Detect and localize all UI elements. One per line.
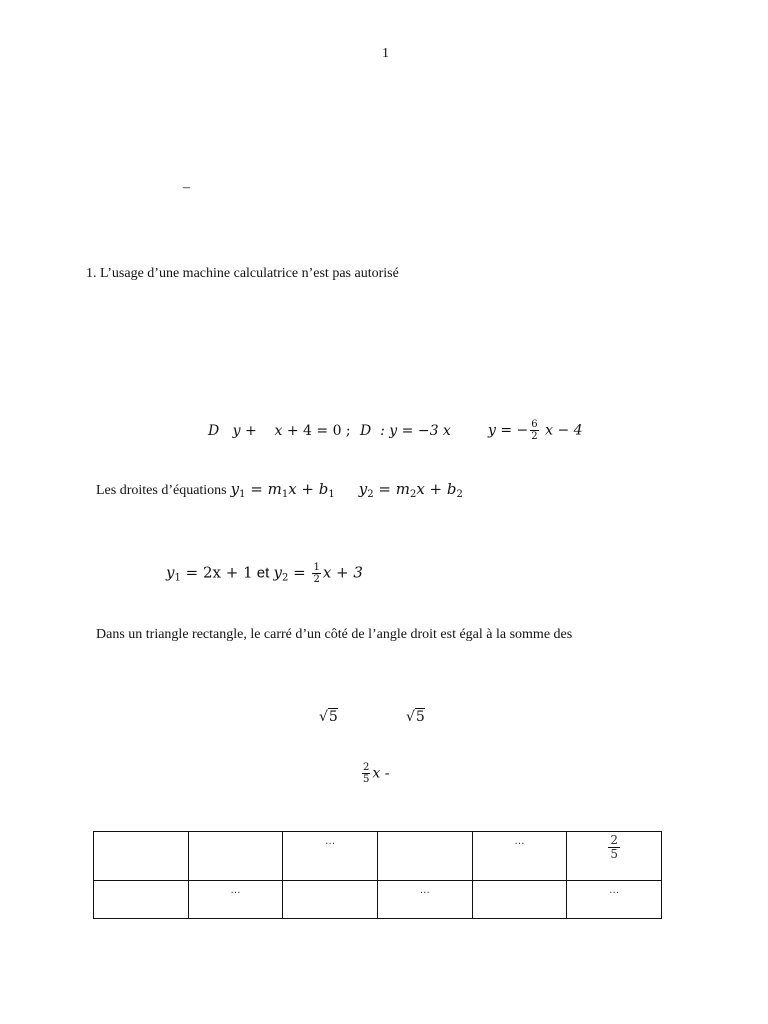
fx-den: 5 [363, 774, 370, 785]
d1-lhs-b: x [274, 423, 283, 439]
table-cell[interactable] [377, 832, 472, 881]
y2-var: y [358, 480, 368, 498]
table-cell-fraction[interactable] [567, 832, 662, 881]
ex-eq2-pre: = [288, 563, 311, 582]
sqrt1-radicand: 5 [328, 709, 338, 725]
cell-frac-num: 2 [610, 833, 618, 847]
table-cell[interactable]: … [472, 832, 567, 881]
table-cell[interactable] [94, 832, 189, 881]
page-number: 1 [382, 46, 389, 61]
sqrt2-radicand: 5 [415, 709, 425, 725]
fx-rest: x - [372, 765, 390, 782]
equation-d3 [488, 419, 583, 442]
ex-eq1: = 2x + 1 [180, 563, 253, 582]
table-cell[interactable]: … [188, 881, 283, 919]
ex-et: et [252, 564, 274, 582]
d3-frac-den: 2 [531, 431, 538, 442]
d3-rest: x − 4 [545, 422, 583, 439]
ex-y1: y [166, 563, 175, 582]
instruction-line: 1. L’usage d’une machine calculatrice n’est pas autorisé [86, 266, 399, 281]
table-row-1 [94, 832, 662, 881]
d1-rest: + 4 = 0 ; [286, 423, 351, 439]
table-cell[interactable]: … [377, 881, 472, 919]
ex-y2-sub: 2 [281, 572, 289, 584]
d2-rest: : y = −3 x [380, 423, 451, 439]
d3-fraction [530, 419, 538, 442]
b1-sub: 1 [328, 489, 335, 500]
ex-y2: y [273, 563, 282, 582]
table-cell[interactable] [188, 832, 283, 881]
example-equations [166, 562, 363, 585]
d2-label: D [360, 423, 372, 439]
table-row-2 [94, 881, 662, 919]
ex-fraction [312, 562, 320, 585]
y1-sub: 1 [239, 489, 246, 500]
droite-eq2 [359, 480, 463, 498]
table-cell[interactable] [472, 881, 567, 919]
table-cell[interactable] [94, 881, 189, 919]
b2-sub: 2 [456, 489, 463, 500]
fraction-x-expression [360, 762, 389, 785]
cell-fraction [608, 834, 620, 861]
fx-num: 2 [363, 762, 370, 773]
y1-var: y [230, 480, 240, 498]
m2-sub: 2 [409, 489, 417, 500]
sqrt-5-left [319, 709, 338, 725]
droite-eq1 [231, 480, 335, 498]
d3-lhs: y = − [488, 422, 529, 439]
equation-d2 [360, 423, 451, 439]
values-table [93, 831, 662, 919]
m1-sub: 1 [281, 489, 289, 500]
equation-d1 [208, 423, 351, 439]
d1-lhs-a: y + [232, 423, 257, 439]
table-cell[interactable] [283, 881, 378, 919]
ex-frac-num: 1 [313, 562, 320, 573]
sqrt-symbol-left: √5 [319, 709, 338, 725]
table-cell[interactable]: … [283, 832, 378, 881]
sqrt-5-right [406, 709, 425, 725]
eq1-mid: = m [245, 480, 282, 498]
cell-frac-den: 5 [610, 847, 618, 861]
eq1-x: x + b [288, 480, 329, 498]
droites-line [96, 480, 463, 500]
droites-text: Les droites d’équations [96, 483, 227, 498]
ex-y1-sub: 1 [174, 572, 181, 584]
pythagore-sentence: Dans un triangle rectangle, le carré d’un côté de l’angle droit est égal à la somme des [96, 627, 573, 642]
d3-frac-num: 6 [531, 419, 538, 430]
eq2-mid: = m [373, 480, 410, 498]
eq2-x: x + b [416, 480, 457, 498]
sqrt-symbol-right: √5 [406, 709, 425, 725]
fx-fraction [362, 762, 370, 785]
dash-mark: – [183, 180, 190, 195]
d1-label: D [208, 423, 220, 439]
table-cell[interactable]: … [567, 881, 662, 919]
y2-sub: 2 [367, 489, 374, 500]
ex-frac-den: 2 [313, 574, 320, 585]
ex-eq2-post: x + 3 [322, 563, 363, 582]
